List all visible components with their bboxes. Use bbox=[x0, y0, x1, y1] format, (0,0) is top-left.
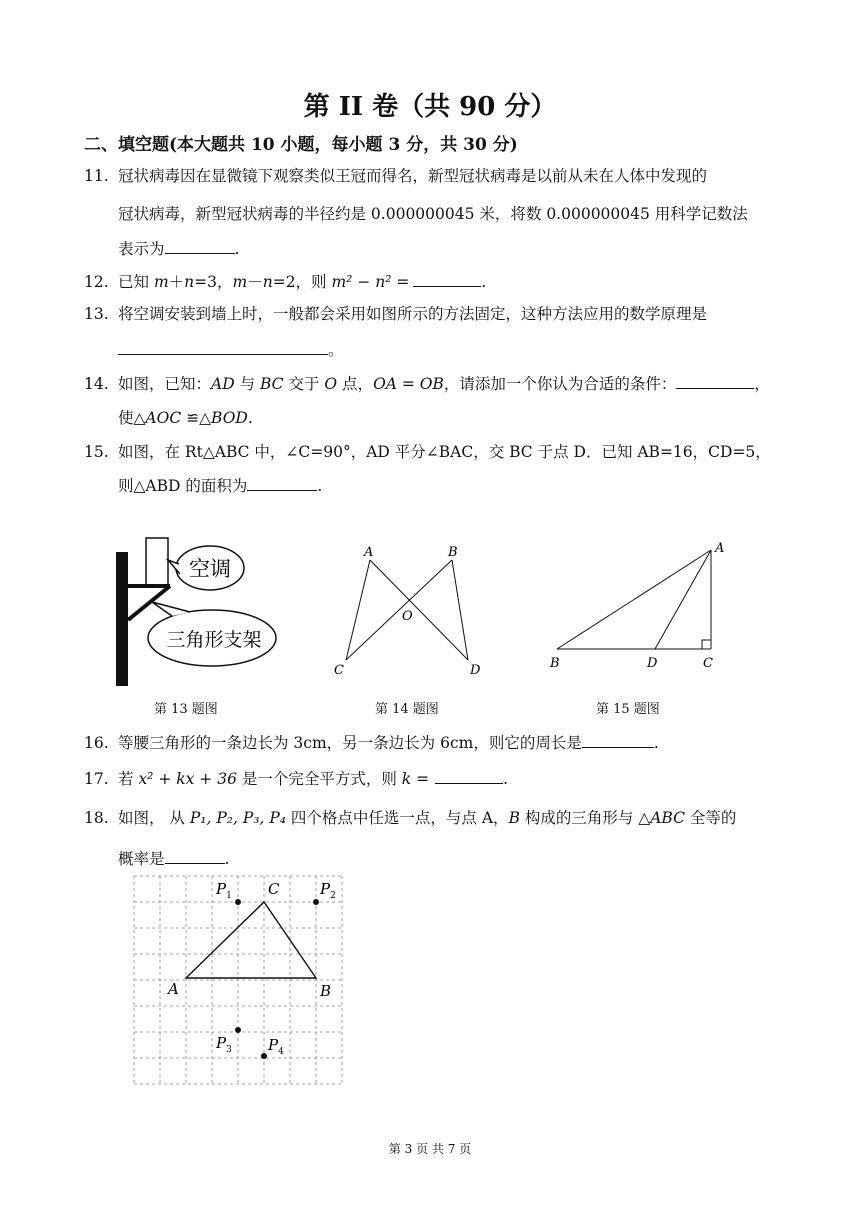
answer-blank bbox=[165, 849, 225, 864]
figure-15-right-triangle bbox=[545, 538, 740, 673]
question-text: 若 bbox=[118, 770, 139, 788]
label-p4: $P_4$ bbox=[268, 1036, 284, 1057]
question-14 bbox=[84, 374, 770, 394]
question-number: 17. bbox=[84, 770, 109, 788]
figure-15-caption: 第 15 题图 bbox=[596, 702, 660, 717]
answer-blank bbox=[582, 733, 654, 748]
question-text: 与 bbox=[234, 375, 260, 393]
question-text: 交于 bbox=[283, 375, 325, 393]
var-n: n bbox=[262, 273, 273, 291]
point-p3-dot bbox=[235, 1027, 241, 1033]
question-number: 13. bbox=[84, 305, 109, 323]
question-text: 点， bbox=[337, 375, 374, 393]
var-m: m bbox=[153, 273, 169, 291]
label-p1: $P_1$ bbox=[216, 880, 232, 901]
segment-ad-line bbox=[370, 560, 468, 660]
question-12 bbox=[84, 272, 486, 292]
question-text: 四个格点中任选一点，与点 A， bbox=[286, 809, 509, 827]
triangle-abc-shape bbox=[186, 902, 316, 978]
question-18 bbox=[84, 808, 736, 828]
var-m: m bbox=[232, 273, 248, 291]
question-number: 12. bbox=[84, 273, 109, 291]
equals-three: =3， bbox=[194, 273, 233, 291]
point-label-a: A bbox=[715, 541, 725, 556]
question-text: 冠状病毒因在显微镜下观察类似王冠而得名，新型冠状病毒是以前从未在人体中发现的 bbox=[118, 167, 708, 185]
question-end: . bbox=[503, 770, 509, 788]
figure-13-aircon-bracket bbox=[110, 530, 290, 695]
grid-points: P₁, P₂, P₃, P₄ bbox=[189, 809, 286, 827]
answer-blank bbox=[435, 769, 503, 784]
question-text: 表示为 bbox=[118, 240, 165, 258]
math-expression: x² + kx + 36 bbox=[138, 770, 237, 788]
question-number: 11. bbox=[84, 167, 109, 185]
question-17 bbox=[84, 769, 508, 789]
point-b: B bbox=[508, 809, 520, 827]
answer-blank bbox=[118, 340, 328, 355]
bisector-ad bbox=[655, 550, 711, 649]
question-14-line2 bbox=[118, 406, 253, 428]
segment-ad: AD bbox=[211, 375, 235, 393]
question-end: . bbox=[247, 409, 253, 427]
triangle-bod: BOD bbox=[211, 409, 248, 427]
point-p2-dot bbox=[313, 899, 319, 905]
segment-bc: BC bbox=[260, 375, 284, 393]
point-label-o: O bbox=[402, 609, 413, 624]
question-end: 。 bbox=[328, 341, 344, 359]
question-text: ， bbox=[754, 375, 770, 393]
figure-13-caption: 第 13 题图 bbox=[154, 702, 218, 717]
question-end: . bbox=[481, 273, 487, 291]
question-number: 14. bbox=[84, 375, 109, 393]
minus-sign: － bbox=[247, 273, 263, 291]
label-a: A bbox=[168, 980, 179, 998]
point-p1-dot bbox=[235, 899, 241, 905]
label-aircon: 空调 bbox=[189, 557, 231, 581]
triangle-aoc: AOC bbox=[145, 409, 182, 427]
question-number: 15. bbox=[84, 443, 109, 461]
air-conditioner bbox=[146, 538, 168, 586]
question-11-line2: 冠状病毒，新型冠状病毒的半径约是 0.000000045 米，将数 0.000000045 用科学记数法 bbox=[118, 205, 748, 223]
question-13 bbox=[84, 304, 707, 324]
equals-two: =2，则 bbox=[272, 273, 332, 291]
question-text: 概率是 bbox=[118, 850, 165, 868]
label-p3: $P_3$ bbox=[216, 1034, 232, 1055]
figure-14-caption: 第 14 题图 bbox=[375, 702, 439, 717]
point-label-b: B bbox=[550, 656, 560, 671]
var-k: k = bbox=[401, 770, 430, 788]
given-equal: OA = OB bbox=[373, 375, 444, 393]
segment-bd-line bbox=[452, 560, 468, 660]
question-end: . bbox=[224, 850, 230, 868]
bracket-brace bbox=[128, 586, 170, 620]
point-label-a: A bbox=[364, 545, 374, 560]
right-angle-mark bbox=[702, 640, 711, 649]
question-text: 是一个完全平方式，则 bbox=[236, 770, 402, 788]
question-end: . bbox=[653, 734, 659, 752]
point-p4-dot bbox=[261, 1053, 267, 1059]
point-label-c: C bbox=[334, 663, 344, 678]
answer-blank bbox=[676, 374, 754, 389]
question-text: 如图，在 Rt△ABC 中，∠C=90°，AD 平分∠BAC，交 BC 于点 D．已知 AB=16，CD=5， bbox=[118, 443, 771, 461]
label-bracket: 三角形支架 bbox=[166, 629, 262, 651]
question-end: . bbox=[317, 477, 323, 495]
question-11-line3 bbox=[118, 237, 239, 259]
plus-sign: ＋ bbox=[168, 273, 185, 291]
question-number: 16. bbox=[84, 734, 109, 752]
question-11 bbox=[84, 166, 707, 186]
point-o: O bbox=[324, 375, 338, 393]
segment-ac-line bbox=[346, 560, 370, 660]
question-text: 已知 bbox=[118, 273, 154, 291]
figure-18-grid bbox=[130, 872, 346, 1086]
question-16 bbox=[84, 733, 659, 753]
dashed-grid bbox=[134, 876, 342, 1084]
congruent-sign: ≌△ bbox=[181, 409, 212, 427]
point-label-b: B bbox=[448, 545, 458, 560]
question-text: 全等的 bbox=[684, 809, 737, 827]
point-label-d: D bbox=[470, 663, 481, 678]
figure-14-triangles bbox=[330, 540, 490, 685]
answer-blank bbox=[247, 476, 317, 491]
question-text: ，请添加一个你认为合适的条件： bbox=[443, 375, 677, 393]
triangle-abc: △ABC bbox=[638, 809, 685, 827]
label-b: B bbox=[320, 982, 332, 1000]
question-text: 构成的三角形与 bbox=[519, 809, 639, 827]
question-text: 如图，已知： bbox=[118, 375, 212, 393]
point-label-d: D bbox=[647, 656, 658, 671]
question-18-line2 bbox=[118, 847, 229, 869]
question-text: 则△ABD 的面积为 bbox=[118, 477, 248, 495]
question-number: 18. bbox=[84, 809, 109, 827]
math-expression: m² − n² = bbox=[331, 273, 410, 291]
question-text: 如图， 从 bbox=[118, 809, 190, 827]
wall bbox=[116, 552, 128, 686]
fill-in-section-heading: 二、填空题(本大题共 10 小题，每小题 3 分，共 30 分) bbox=[84, 135, 518, 155]
var-n: n bbox=[184, 273, 195, 291]
segment-bc-line bbox=[346, 560, 452, 660]
page-footer: 第 3 页 共 7 页 bbox=[388, 1142, 472, 1156]
answer-blank bbox=[413, 272, 481, 287]
side-ab bbox=[557, 550, 711, 649]
point-label-c: C bbox=[703, 656, 713, 671]
question-15 bbox=[84, 442, 771, 462]
label-c: C bbox=[268, 880, 280, 898]
question-text: 等腰三角形的一条边长为 3cm，另一条边长为 6cm，则它的周长是 bbox=[118, 734, 582, 752]
answer-blank bbox=[165, 239, 235, 254]
question-end: . bbox=[234, 240, 240, 258]
question-text: 将空调安装到墙上时，一般都会采用如图所示的方法固定，这种方法应用的数学原理是 bbox=[118, 305, 708, 323]
paper-section-title: 第 II 卷（共 90 分） bbox=[303, 92, 557, 122]
question-13-line2 bbox=[118, 338, 344, 360]
question-15-line2 bbox=[118, 474, 322, 496]
question-text: 使△ bbox=[118, 409, 146, 427]
label-p2: $P_2$ bbox=[320, 880, 336, 901]
